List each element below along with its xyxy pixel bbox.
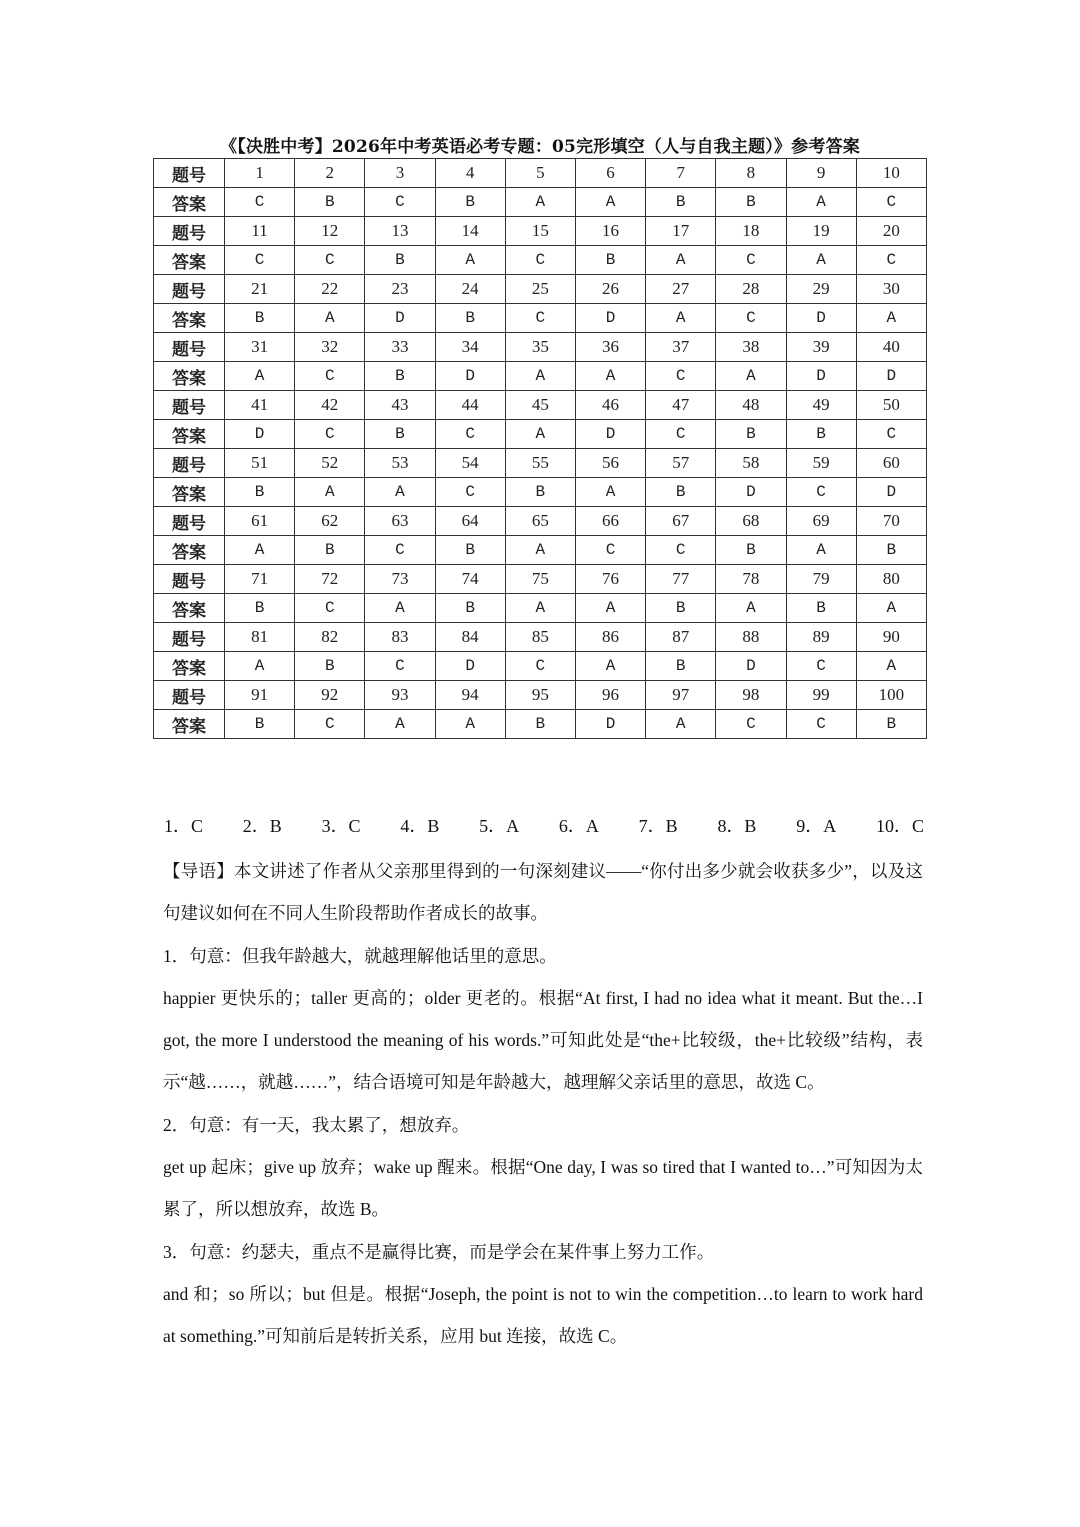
answer-cell: C xyxy=(295,246,365,275)
answer-cell: B xyxy=(716,188,786,217)
answer-cell: B xyxy=(646,188,716,217)
row-label-answer: 答案 xyxy=(154,362,225,391)
answer-cell: A xyxy=(856,304,926,333)
answer-cell: A xyxy=(505,594,575,623)
question-number-cell: 74 xyxy=(435,565,505,594)
number-row xyxy=(154,391,927,420)
answer-cell: A xyxy=(435,710,505,739)
question-number-cell: 38 xyxy=(716,333,786,362)
question-number-cell: 50 xyxy=(856,391,926,420)
quick-answer-item: 1．C xyxy=(164,816,204,836)
answer-cell: A xyxy=(575,652,645,681)
answer-cell: C xyxy=(505,304,575,333)
quick-answer-item: 3．C xyxy=(321,816,361,836)
answer-cell: D xyxy=(435,362,505,391)
question-number-cell: 62 xyxy=(295,507,365,536)
answer-cell: B xyxy=(786,594,856,623)
answer-cell: B xyxy=(435,188,505,217)
question-number-cell: 29 xyxy=(786,275,856,304)
question-number-cell: 13 xyxy=(365,217,435,246)
question-number-cell: 64 xyxy=(435,507,505,536)
question-number-cell: 88 xyxy=(716,623,786,652)
answer-cell: A xyxy=(225,536,295,565)
row-label-number: 题号 xyxy=(154,623,225,652)
answer-cell: D xyxy=(786,362,856,391)
number-row xyxy=(154,623,927,652)
answer-cell: C xyxy=(435,420,505,449)
answer-cell: A xyxy=(575,362,645,391)
question-number-cell: 89 xyxy=(786,623,856,652)
question-number-cell: 91 xyxy=(225,681,295,710)
quick-answer-item: 9．A xyxy=(796,816,837,836)
question-number-cell: 67 xyxy=(646,507,716,536)
question-number-cell: 95 xyxy=(505,681,575,710)
answer-cell: B xyxy=(225,710,295,739)
q2-sentence-meaning: 2．句意：有一天，我太累了，想放弃。 xyxy=(163,1114,470,1135)
answer-cell: C xyxy=(716,304,786,333)
question-number-cell: 76 xyxy=(575,565,645,594)
question-number-cell: 59 xyxy=(786,449,856,478)
answer-cell: A xyxy=(646,246,716,275)
question-number-cell: 22 xyxy=(295,275,365,304)
question-number-cell: 52 xyxy=(295,449,365,478)
question-number-cell: 2 xyxy=(295,159,365,188)
question-number-cell: 57 xyxy=(646,449,716,478)
answer-cell: A xyxy=(786,188,856,217)
answer-cell: A xyxy=(295,304,365,333)
question-number-cell: 8 xyxy=(716,159,786,188)
question-number-cell: 36 xyxy=(575,333,645,362)
question-number-cell: 83 xyxy=(365,623,435,652)
answer-row xyxy=(154,246,927,275)
question-number-cell: 39 xyxy=(786,333,856,362)
answer-cell: C xyxy=(716,246,786,275)
question-number-cell: 63 xyxy=(365,507,435,536)
answer-cell: A xyxy=(225,652,295,681)
answer-row xyxy=(154,710,927,739)
question-number-cell: 54 xyxy=(435,449,505,478)
answer-cell: B xyxy=(646,478,716,507)
row-label-answer: 答案 xyxy=(154,536,225,565)
question-number-cell: 12 xyxy=(295,217,365,246)
question-number-cell: 14 xyxy=(435,217,505,246)
question-number-cell: 24 xyxy=(435,275,505,304)
row-label-number: 题号 xyxy=(154,333,225,362)
row-label-answer: 答案 xyxy=(154,478,225,507)
answer-cell: B xyxy=(505,478,575,507)
answer-cell: B xyxy=(225,594,295,623)
question-number-cell: 49 xyxy=(786,391,856,420)
question-number-cell: 1 xyxy=(225,159,295,188)
row-label-number: 题号 xyxy=(154,217,225,246)
question-number-cell: 81 xyxy=(225,623,295,652)
question-number-cell: 44 xyxy=(435,391,505,420)
answer-cell: D xyxy=(225,420,295,449)
number-row xyxy=(154,449,927,478)
answer-cell: C xyxy=(856,188,926,217)
question-number-cell: 46 xyxy=(575,391,645,420)
question-number-cell: 79 xyxy=(786,565,856,594)
number-row xyxy=(154,217,927,246)
question-number-cell: 51 xyxy=(225,449,295,478)
answer-cell: B xyxy=(786,420,856,449)
question-number-cell: 16 xyxy=(575,217,645,246)
answer-cell: B xyxy=(295,652,365,681)
question-number-cell: 73 xyxy=(365,565,435,594)
quick-answer-item: 5．A xyxy=(479,816,520,836)
answer-row xyxy=(154,420,927,449)
q3-explanation: and 和；so 所以；but 但是。根据“Joseph, the point is not to win the competition…to learn to work hard at something.”可知前后是转折关系，应用 but 连接，故选 C。 xyxy=(163,1283,923,1347)
question-number-cell: 4 xyxy=(435,159,505,188)
question-number-cell: 96 xyxy=(575,681,645,710)
answer-cell: C xyxy=(786,478,856,507)
row-label-answer: 答案 xyxy=(154,652,225,681)
answer-row xyxy=(154,478,927,507)
question-number-cell: 6 xyxy=(575,159,645,188)
question-number-cell: 35 xyxy=(505,333,575,362)
question-number-cell: 72 xyxy=(295,565,365,594)
row-label-number: 题号 xyxy=(154,449,225,478)
question-number-cell: 87 xyxy=(646,623,716,652)
answer-cell: B xyxy=(435,304,505,333)
question-number-cell: 30 xyxy=(856,275,926,304)
question-number-cell: 10 xyxy=(856,159,926,188)
question-number-cell: 84 xyxy=(435,623,505,652)
question-number-cell: 31 xyxy=(225,333,295,362)
answer-cell: A xyxy=(505,420,575,449)
question-number-cell: 53 xyxy=(365,449,435,478)
question-number-cell: 42 xyxy=(295,391,365,420)
answer-cell: D xyxy=(856,362,926,391)
answer-cell: A xyxy=(716,362,786,391)
answer-cell: B xyxy=(225,304,295,333)
row-label-number: 题号 xyxy=(154,681,225,710)
quick-answer-item: 10．C xyxy=(875,816,924,836)
answer-cell: C xyxy=(505,246,575,275)
quick-answer-item: 4．B xyxy=(400,816,440,836)
question-number-cell: 65 xyxy=(505,507,575,536)
question-number-cell: 32 xyxy=(295,333,365,362)
answer-cell: C xyxy=(786,652,856,681)
question-number-cell: 55 xyxy=(505,449,575,478)
answer-cell: B xyxy=(365,246,435,275)
question-number-cell: 66 xyxy=(575,507,645,536)
answer-cell: C xyxy=(786,710,856,739)
answer-cell: C xyxy=(856,246,926,275)
question-number-cell: 43 xyxy=(365,391,435,420)
answer-cell: C xyxy=(856,420,926,449)
question-number-cell: 78 xyxy=(716,565,786,594)
question-number-cell: 3 xyxy=(365,159,435,188)
question-number-cell: 21 xyxy=(225,275,295,304)
quick-answer-item: 6．A xyxy=(558,816,599,836)
answer-cell: A xyxy=(786,536,856,565)
question-number-cell: 23 xyxy=(365,275,435,304)
answer-cell: D xyxy=(575,420,645,449)
answer-cell: C xyxy=(295,362,365,391)
document-title: 《【决胜中考】2026年中考英语必考专题：05完形填空（人与自我主题）》参考答案 xyxy=(220,137,860,157)
number-row xyxy=(154,333,927,362)
question-number-cell: 26 xyxy=(575,275,645,304)
answer-cell: A xyxy=(575,478,645,507)
answer-cell: B xyxy=(646,594,716,623)
answer-cell: A xyxy=(365,710,435,739)
answer-cell: A xyxy=(856,652,926,681)
question-number-cell: 94 xyxy=(435,681,505,710)
question-number-cell: 86 xyxy=(575,623,645,652)
number-row xyxy=(154,507,927,536)
row-label-answer: 答案 xyxy=(154,188,225,217)
answer-row xyxy=(154,594,927,623)
question-number-cell: 9 xyxy=(786,159,856,188)
question-number-cell: 60 xyxy=(856,449,926,478)
question-number-cell: 28 xyxy=(716,275,786,304)
answer-cell: D xyxy=(435,652,505,681)
question-number-cell: 71 xyxy=(225,565,295,594)
answer-cell: A xyxy=(295,478,365,507)
question-number-cell: 77 xyxy=(646,565,716,594)
answer-row xyxy=(154,536,927,565)
answer-cell: A xyxy=(646,304,716,333)
answer-cell: C xyxy=(435,478,505,507)
answer-cell: A xyxy=(505,362,575,391)
answer-cell: B xyxy=(856,536,926,565)
answer-cell: A xyxy=(505,188,575,217)
answer-cell: C xyxy=(365,536,435,565)
question-number-cell: 47 xyxy=(646,391,716,420)
question-number-cell: 69 xyxy=(786,507,856,536)
question-number-cell: 45 xyxy=(505,391,575,420)
question-number-cell: 11 xyxy=(225,217,295,246)
question-number-cell: 97 xyxy=(646,681,716,710)
answer-cell: B xyxy=(716,536,786,565)
answer-cell: B xyxy=(365,420,435,449)
answer-cell: B xyxy=(295,188,365,217)
number-row xyxy=(154,275,927,304)
question-number-cell: 75 xyxy=(505,565,575,594)
answer-cell: B xyxy=(295,536,365,565)
answer-cell: C xyxy=(505,652,575,681)
number-row xyxy=(154,681,927,710)
answer-cell: C xyxy=(365,652,435,681)
answer-cell: C xyxy=(646,362,716,391)
question-number-cell: 41 xyxy=(225,391,295,420)
answer-cell: A xyxy=(646,710,716,739)
answer-cell: C xyxy=(295,710,365,739)
q2-explanation: get up 起床；give up 放弃；wake up 醒来。根据“One day, I was so tired that I wanted to…”可知因为太累了，所以想放弃，故选 B。 xyxy=(163,1157,923,1220)
row-label-number: 题号 xyxy=(154,275,225,304)
answer-cell: C xyxy=(575,536,645,565)
quick-answer-item: 2．B xyxy=(242,816,282,836)
answer-cell: C xyxy=(646,420,716,449)
question-number-cell: 85 xyxy=(505,623,575,652)
question-number-cell: 93 xyxy=(365,681,435,710)
answer-cell: A xyxy=(575,594,645,623)
question-number-cell: 40 xyxy=(856,333,926,362)
question-number-cell: 82 xyxy=(295,623,365,652)
answer-cell: D xyxy=(716,478,786,507)
question-number-cell: 18 xyxy=(716,217,786,246)
answer-cell: C xyxy=(716,710,786,739)
question-number-cell: 80 xyxy=(856,565,926,594)
question-number-cell: 19 xyxy=(786,217,856,246)
answer-cell: D xyxy=(716,652,786,681)
quick-answer-line xyxy=(164,812,924,838)
answer-cell: A xyxy=(225,362,295,391)
question-number-cell: 37 xyxy=(646,333,716,362)
answer-cell: A xyxy=(856,594,926,623)
answer-cell: D xyxy=(786,304,856,333)
answer-cell: C xyxy=(365,188,435,217)
answer-cell: C xyxy=(646,536,716,565)
row-label-answer: 答案 xyxy=(154,420,225,449)
row-label-answer: 答案 xyxy=(154,594,225,623)
answer-cell: D xyxy=(365,304,435,333)
answer-cell: D xyxy=(575,304,645,333)
answer-cell: B xyxy=(435,594,505,623)
question-number-cell: 15 xyxy=(505,217,575,246)
intro-paragraph: 【导语】本文讲述了作者从父亲那里得到的一句深刻建议——“你付出多少就会收获多少”，以及这句建议如何在不同人生阶段帮助作者成长的故事。 xyxy=(163,861,923,924)
quick-answer-item: 7．B xyxy=(638,816,678,836)
answer-cell: A xyxy=(365,594,435,623)
answer-cell: A xyxy=(435,246,505,275)
answer-cell: A xyxy=(786,246,856,275)
answer-cell: C xyxy=(295,594,365,623)
answer-cell: D xyxy=(856,478,926,507)
answer-cell: B xyxy=(716,420,786,449)
answer-cell: C xyxy=(225,188,295,217)
answer-row xyxy=(154,304,927,333)
row-label-answer: 答案 xyxy=(154,304,225,333)
row-label-number: 题号 xyxy=(154,565,225,594)
number-row xyxy=(154,565,927,594)
question-number-cell: 48 xyxy=(716,391,786,420)
question-number-cell: 34 xyxy=(435,333,505,362)
q3-sentence-meaning: 3．句意：约瑟夫，重点不是赢得比赛，而是学会在某件事上努力工作。 xyxy=(163,1241,715,1262)
question-number-cell: 17 xyxy=(646,217,716,246)
q1-explanation: happier 更快乐的；taller 更高的；older 更老的。根据“At first, I had no idea what it meant. But the…I got, the more I understood the meaning of his words.”可知此处是“the+比较级，the+比较级”结构，表示“越……，就越……”，结合语境可知是年龄越大，越理解父亲话里的意思，故选 C。 xyxy=(163,987,923,1093)
answer-cell: D xyxy=(575,710,645,739)
answer-cell: B xyxy=(575,246,645,275)
answer-cell: B xyxy=(365,362,435,391)
answer-cell: A xyxy=(575,188,645,217)
answer-cell: A xyxy=(365,478,435,507)
question-number-cell: 27 xyxy=(646,275,716,304)
explanation-body xyxy=(163,850,923,1358)
question-number-cell: 25 xyxy=(505,275,575,304)
question-number-cell: 99 xyxy=(786,681,856,710)
answer-cell: C xyxy=(225,246,295,275)
answer-cell: B xyxy=(856,710,926,739)
row-label-number: 题号 xyxy=(154,391,225,420)
question-number-cell: 68 xyxy=(716,507,786,536)
answer-table xyxy=(153,158,927,739)
answer-row xyxy=(154,188,927,217)
question-number-cell: 33 xyxy=(365,333,435,362)
row-label-number: 题号 xyxy=(154,507,225,536)
question-number-cell: 5 xyxy=(505,159,575,188)
answer-cell: A xyxy=(505,536,575,565)
answer-cell: B xyxy=(646,652,716,681)
answer-cell: A xyxy=(716,594,786,623)
quick-answer-item: 8．B xyxy=(717,816,757,836)
row-label-answer: 答案 xyxy=(154,710,225,739)
question-number-cell: 56 xyxy=(575,449,645,478)
answer-cell: B xyxy=(435,536,505,565)
answer-row xyxy=(154,652,927,681)
q1-sentence-meaning: 1．句意：但我年龄越大，就越理解他话里的意思。 xyxy=(163,945,557,966)
question-number-cell: 90 xyxy=(856,623,926,652)
row-label-answer: 答案 xyxy=(154,246,225,275)
answer-cell: C xyxy=(295,420,365,449)
answer-cell: B xyxy=(505,710,575,739)
number-row xyxy=(154,159,927,188)
question-number-cell: 20 xyxy=(856,217,926,246)
answer-cell: B xyxy=(225,478,295,507)
question-number-cell: 7 xyxy=(646,159,716,188)
question-number-cell: 58 xyxy=(716,449,786,478)
row-label-number: 题号 xyxy=(154,159,225,188)
question-number-cell: 98 xyxy=(716,681,786,710)
answer-row xyxy=(154,362,927,391)
question-number-cell: 92 xyxy=(295,681,365,710)
question-number-cell: 70 xyxy=(856,507,926,536)
question-number-cell: 100 xyxy=(856,681,926,710)
question-number-cell: 61 xyxy=(225,507,295,536)
